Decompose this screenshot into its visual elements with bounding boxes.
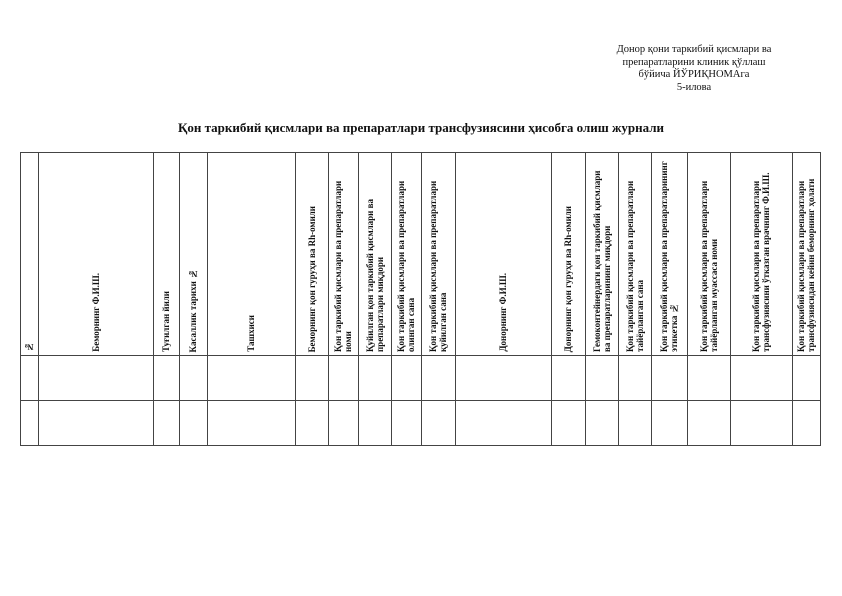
table-cell[interactable] xyxy=(359,356,392,401)
column-header xyxy=(793,153,821,356)
column-header xyxy=(154,153,180,356)
column-header-label: Қон таркибий қисмлари ва препаратларининг этикетка № xyxy=(659,161,679,352)
column-header-label: Қон таркибий қисмлари ва препаратлари қуйилган сана xyxy=(428,180,448,352)
table-body xyxy=(21,356,821,446)
journal-title: Қон таркибий қисмлари ва препаратлари трансфузиясини ҳисобга олиш журнали xyxy=(177,120,665,135)
column-header xyxy=(422,153,456,356)
column-header xyxy=(688,153,731,356)
table-cell[interactable] xyxy=(552,401,586,446)
column-header-label: Ташхиси xyxy=(246,315,256,352)
annex-line: Донор қони таркибий қисмлари ва xyxy=(616,44,772,55)
table-cell[interactable] xyxy=(21,401,39,446)
table-cell[interactable] xyxy=(688,401,731,446)
table-cell[interactable] xyxy=(422,401,456,446)
column-header-label: Қон таркибий қисмлари ва препаратлари тайёрланган муассаса номи xyxy=(698,180,719,352)
table-cell[interactable] xyxy=(652,356,688,401)
table-cell[interactable] xyxy=(329,401,359,446)
column-header xyxy=(180,153,208,356)
column-header-label: Қон таркибий қисмлари ва препаратлари олинган сана xyxy=(396,180,416,352)
column-header xyxy=(652,153,688,356)
column-header xyxy=(552,153,586,356)
table-cell[interactable] xyxy=(39,401,154,446)
column-header-label: Донорнинг қон гуруҳи ва Rh-омили xyxy=(563,205,573,352)
annex-line: препаратларини клиник қўллаш xyxy=(622,56,766,68)
table-cell[interactable] xyxy=(180,356,208,401)
table-cell[interactable] xyxy=(154,401,180,446)
column-header xyxy=(392,153,422,356)
column-header xyxy=(39,153,154,356)
table-cell[interactable] xyxy=(296,356,329,401)
column-header-label: Қон таркибий қисмлари ва препаратлари трансфузиясидан кейин беморнинг ҳолати xyxy=(796,178,816,352)
table-cell[interactable] xyxy=(731,356,793,401)
column-header-label: № xyxy=(24,342,34,352)
column-header xyxy=(456,153,552,356)
annex-note xyxy=(594,44,794,94)
column-header-label: Донорнинг Ф.И.Ш. xyxy=(498,273,508,352)
transfusion-journal-table xyxy=(20,152,821,446)
header-row xyxy=(21,153,821,356)
table-cell[interactable] xyxy=(688,356,731,401)
table-cell[interactable] xyxy=(422,356,456,401)
table-cell[interactable] xyxy=(392,401,422,446)
table-row xyxy=(21,356,821,401)
table-cell[interactable] xyxy=(586,401,619,446)
table-cell[interactable] xyxy=(208,356,296,401)
column-header-label: Гемоконтейнердаги қон таркибий қисмлари ва препаратларининг миқдори xyxy=(591,170,612,352)
table-cell[interactable] xyxy=(619,356,652,401)
annex-number: 5-илова xyxy=(676,81,712,93)
column-header-label: Қон таркибий қисмлари ва препаратлари тайёрланган сана xyxy=(624,180,645,352)
column-header xyxy=(731,153,793,356)
column-header-label: Беморнинг қон гуруҳи ва Rh-омили xyxy=(306,205,317,352)
table-cell[interactable] xyxy=(652,401,688,446)
annex-line: бўйича ЙЎРИҚНОМАга xyxy=(638,69,750,80)
table-cell[interactable] xyxy=(586,356,619,401)
column-header-label: Қон таркибий қисмлари ва препаратлари номи xyxy=(333,180,353,352)
column-header xyxy=(329,153,359,356)
table-cell[interactable] xyxy=(731,401,793,446)
column-header xyxy=(359,153,392,356)
table-cell[interactable] xyxy=(154,356,180,401)
table-cell[interactable] xyxy=(180,401,208,446)
table-cell[interactable] xyxy=(392,356,422,401)
column-header xyxy=(21,153,39,356)
table-cell[interactable] xyxy=(329,356,359,401)
table-cell[interactable] xyxy=(793,356,821,401)
column-header-label: Қон таркибий қисмлари ва препаратлари трансфузиясини ўтказган врачнинг Ф.И.Ш. xyxy=(751,172,771,352)
table-cell[interactable] xyxy=(39,356,154,401)
column-header xyxy=(296,153,329,356)
table-cell[interactable] xyxy=(793,401,821,446)
table-cell[interactable] xyxy=(619,401,652,446)
table-cell[interactable] xyxy=(208,401,296,446)
table-cell[interactable] xyxy=(456,401,552,446)
table-cell[interactable] xyxy=(456,356,552,401)
column-header-label: Қуйилган қон таркибий қисмлари ва препаратлари миқдори xyxy=(364,199,385,352)
column-header-label: Беморнинг Ф.И.Ш. xyxy=(90,273,101,352)
table-row xyxy=(21,401,821,446)
table-cell[interactable] xyxy=(552,356,586,401)
column-header xyxy=(586,153,619,356)
table-cell[interactable] xyxy=(21,356,39,401)
column-header xyxy=(619,153,652,356)
column-header-label: Касаллик тарихи № xyxy=(188,268,198,352)
column-header-label: Туғилган йили xyxy=(161,290,171,352)
column-header xyxy=(208,153,296,356)
table-cell[interactable] xyxy=(359,401,392,446)
table-cell[interactable] xyxy=(296,401,329,446)
